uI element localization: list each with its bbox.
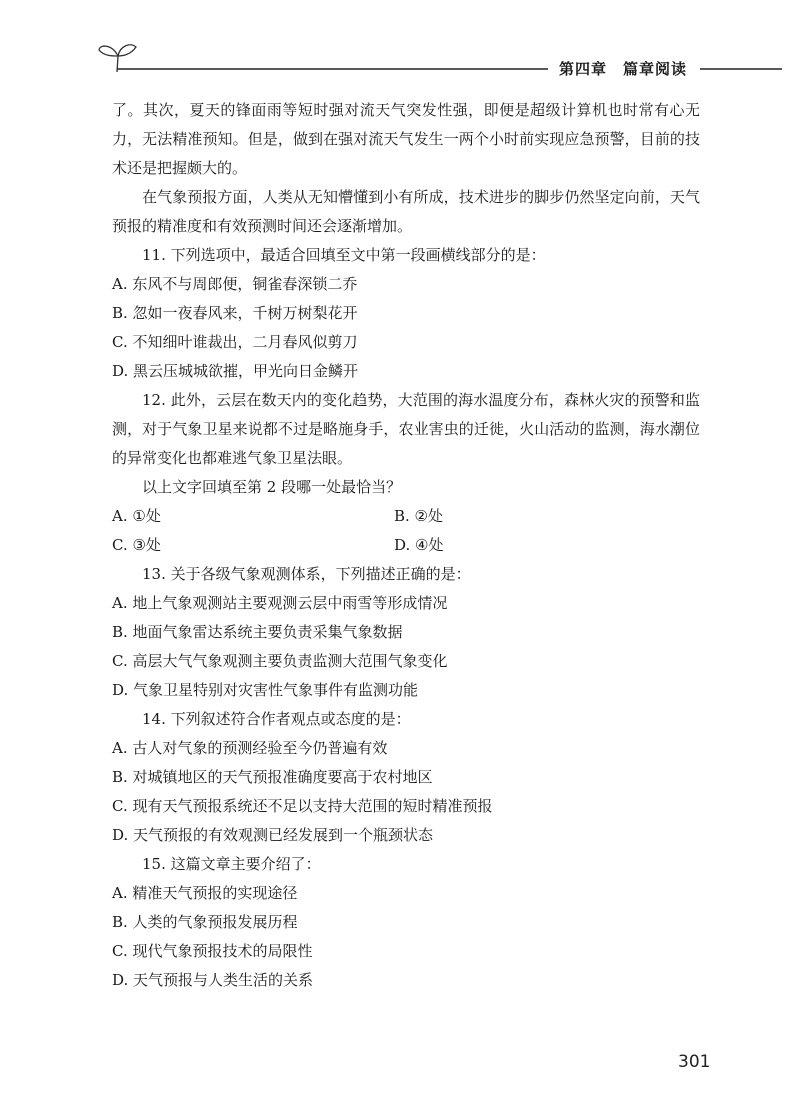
option-a: A. 地上气象观测站主要观测云层中雨雪等形成情况 bbox=[112, 594, 448, 612]
option-b: B. ②处 bbox=[394, 507, 444, 525]
question-12 bbox=[112, 386, 700, 560]
page-body bbox=[112, 96, 700, 995]
question-stem: 14. 下列叙述符合作者观点或态度的是： bbox=[142, 710, 411, 728]
question-stem: 12. 此外，云层在数天内的变化趋势，大范围的海水温度分布，森林火灾的预警和监测，对于气象卫星来说都不过是略施身手，农业害虫的迁徙，火山活动的监测，海水潮位的异常变化也都难逃气象卫星法眼。 bbox=[112, 391, 700, 467]
option-d: D. 气象卫星特别对灾害性气象事件有监测功能 bbox=[112, 681, 419, 699]
paragraph: 了。其次，夏天的锋面雨等短时强对流天气突发性强，即便是超级计算机也时常有心无力，无法精准预知。但是，做到在强对流天气发生一两个小时前实现应急预警，目前的技术还是把握颇大的。 bbox=[112, 101, 700, 177]
paragraph: 在气象预报方面，人类从无知懵懂到小有所成，技术进步的脚步仍然坚定向前，天气预报的精准度和有效预测时间还会逐渐增加。 bbox=[112, 188, 700, 235]
question-14 bbox=[112, 705, 700, 850]
option-a: A. ①处 bbox=[112, 507, 161, 525]
option-a: A. 东风不与周郎便，铜雀春深锁二乔 bbox=[112, 275, 358, 293]
option-c: C. 现有天气预报系统还不足以支持大范围的短时精准预报 bbox=[112, 797, 493, 815]
option-c: C. ③处 bbox=[112, 536, 161, 554]
sprout-icon bbox=[99, 45, 136, 72]
page-header bbox=[0, 0, 800, 90]
option-c: C. 不知细叶谁裁出，二月春风似剪刀 bbox=[112, 333, 358, 351]
option-a: A. 古人对气象的预测经验至今仍普遍有效 bbox=[112, 739, 388, 757]
option-b: B. 地面气象雷达系统主要负责采集气象数据 bbox=[112, 623, 403, 641]
options-row bbox=[112, 502, 700, 531]
options-row bbox=[112, 531, 700, 560]
question-11 bbox=[112, 241, 700, 386]
page-number: 301 bbox=[678, 1052, 711, 1072]
question-15 bbox=[112, 850, 700, 995]
option-b: B. 对城镇地区的天气预报准确度要高于农村地区 bbox=[112, 768, 433, 786]
question-stem: 15. 这篇文章主要介绍了： bbox=[142, 855, 321, 873]
chapter-title: 第四章 篇章阅读 bbox=[548, 58, 698, 79]
option-d: D. 天气预报的有效观测已经发展到一个瓶颈状态 bbox=[112, 826, 434, 844]
option-c: C. 高层大气气象观测主要负责监测大范围气象变化 bbox=[112, 652, 448, 670]
question-stem: 11. 下列选项中，最适合回填至文中第一段画横线部分的是： bbox=[142, 246, 546, 264]
option-c: C. 现代气象预报技术的局限性 bbox=[112, 942, 313, 960]
option-d: D. 天气预报与人类生活的关系 bbox=[112, 971, 314, 989]
option-d: D. ④处 bbox=[394, 536, 444, 554]
question-13 bbox=[112, 560, 700, 705]
option-a: A. 精准天气预报的实现途径 bbox=[112, 884, 298, 902]
option-d: D. 黑云压城城欲摧，甲光向日金鳞开 bbox=[112, 362, 359, 380]
option-b: B. 人类的气象预报发展历程 bbox=[112, 913, 298, 931]
question-stem: 13. 关于各级气象观测体系，下列描述正确的是： bbox=[142, 565, 471, 583]
question-prompt: 以上文字回填至第 2 段哪一处最恰当？ bbox=[142, 478, 402, 496]
option-b: B. 忽如一夜春风来，千树万树梨花开 bbox=[112, 304, 358, 322]
